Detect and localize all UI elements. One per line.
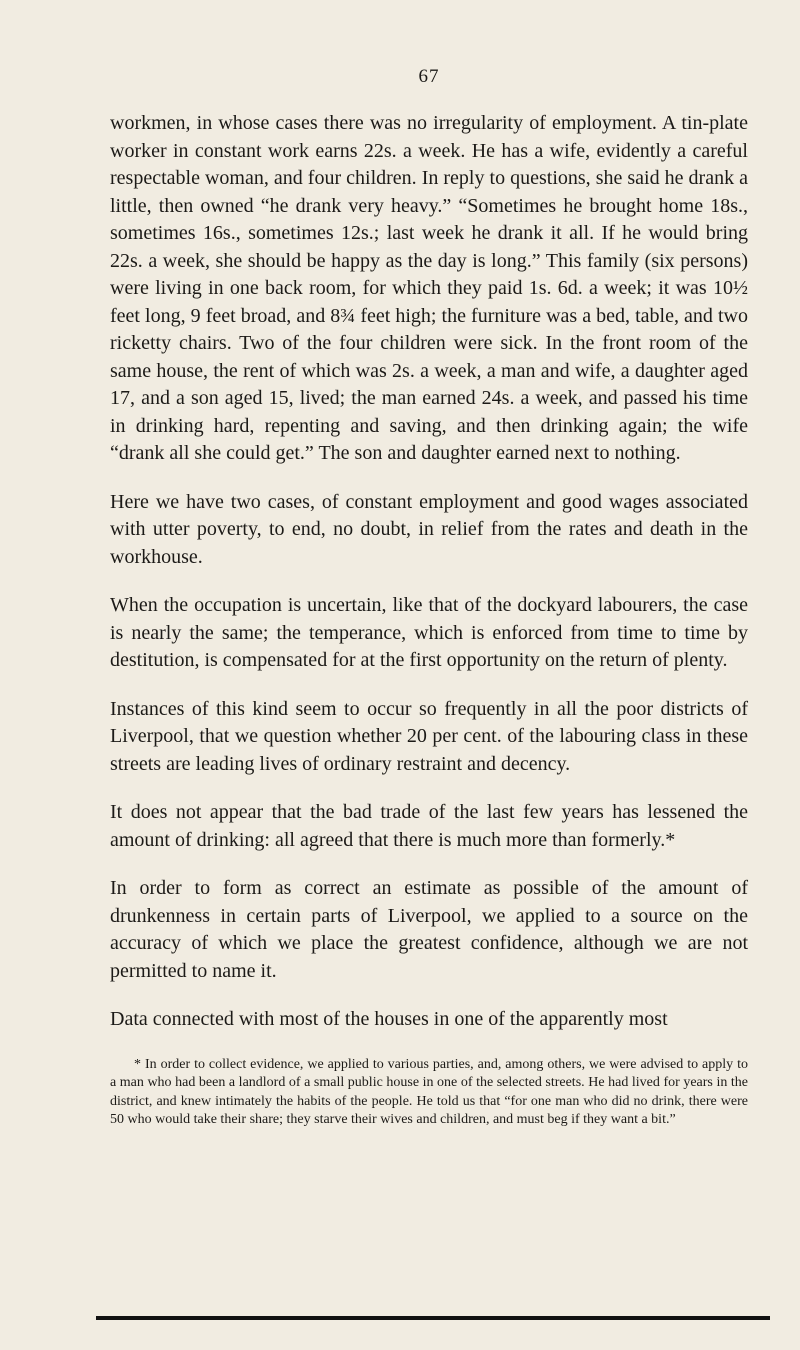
paragraph-uncertain-occupation: When the occupation is uncertain, like that of the dockyard labourers, the case is nearly the same; the temperance, which is enforced from time to time by destitution, is compensated for at the first opportunity on the return of plenty. xyxy=(110,594,748,671)
page-number: 67 xyxy=(418,66,440,87)
paragraph-constant-employment: Here we have two cases, of constant employment and good wages associated with utter poverty, to end, no doubt, in relief from the rates and death in the workhouse. xyxy=(110,490,748,568)
paragraph-bad-trade: It does not appear that the bad trade of the last few years has lessened the amount of drinking: all agreed that there is much more than formerly.* xyxy=(110,801,748,851)
paragraph-data-connected: Data connected with most of the houses in one of the apparently most xyxy=(110,1008,668,1030)
bottom-edge-rule xyxy=(96,1316,770,1320)
footnote: * In order to collect evidence, we applied to various parties, and, among others, we were advised to apply to a man who had been a landlord of a small public house in one of the selected streets. He had lived for years in the district, and knew intimately the habits of the people. He told us that “for one man who did no drink, there were 50 who would take their share; they starve their wives and children, and must beg if they want a bit.” xyxy=(110,1056,748,1127)
paragraph-instances: Instances of this kind seem to occur so frequently in all the poor districts of Liverpool, that we question whether 20 per cent. of the labouring class in these streets are leading lives of ordinary restraint and decency. xyxy=(110,697,748,775)
paragraph-workmen-cases: workmen, in whose cases there was no irregularity of employment. A tin-plate worker in constant work earns 22s. a week. He has a wife, evidently a careful respectable woman, and four children. In reply to questions, she said he drank a little, then owned “he drank very heavy.” “Sometimes he brought home 18s., sometimes 16s., sometimes 12s.; last week he drank it all. If he would bring 22s. a week, she should be happy as the day is long.” This family (six persons) were living in one back room, for which they paid 1s. 6d. a week; it was 10½ feet long, 9 feet broad, and 8¾ feet high; the furniture was a bed, table, and two ricketty chairs. Two of the four children were sick. In the front room of the same house, the rent of which was 2s. a week, a man and wife, a daughter aged 17, and a son aged 15, lived; the man earned 24s. a week, and passed his time in drinking hard, repenting and saving, and then drinking again; the wife “drank all she could get.” The son and daughter earned next to nothing. xyxy=(110,112,748,464)
paragraph-estimate: In order to form as correct an estimate as possible of the amount of drunkenness in certain parts of Liverpool, we applied to a source on the accuracy of which we place the greatest confidence, although we are not permitted to name it. xyxy=(110,877,748,982)
